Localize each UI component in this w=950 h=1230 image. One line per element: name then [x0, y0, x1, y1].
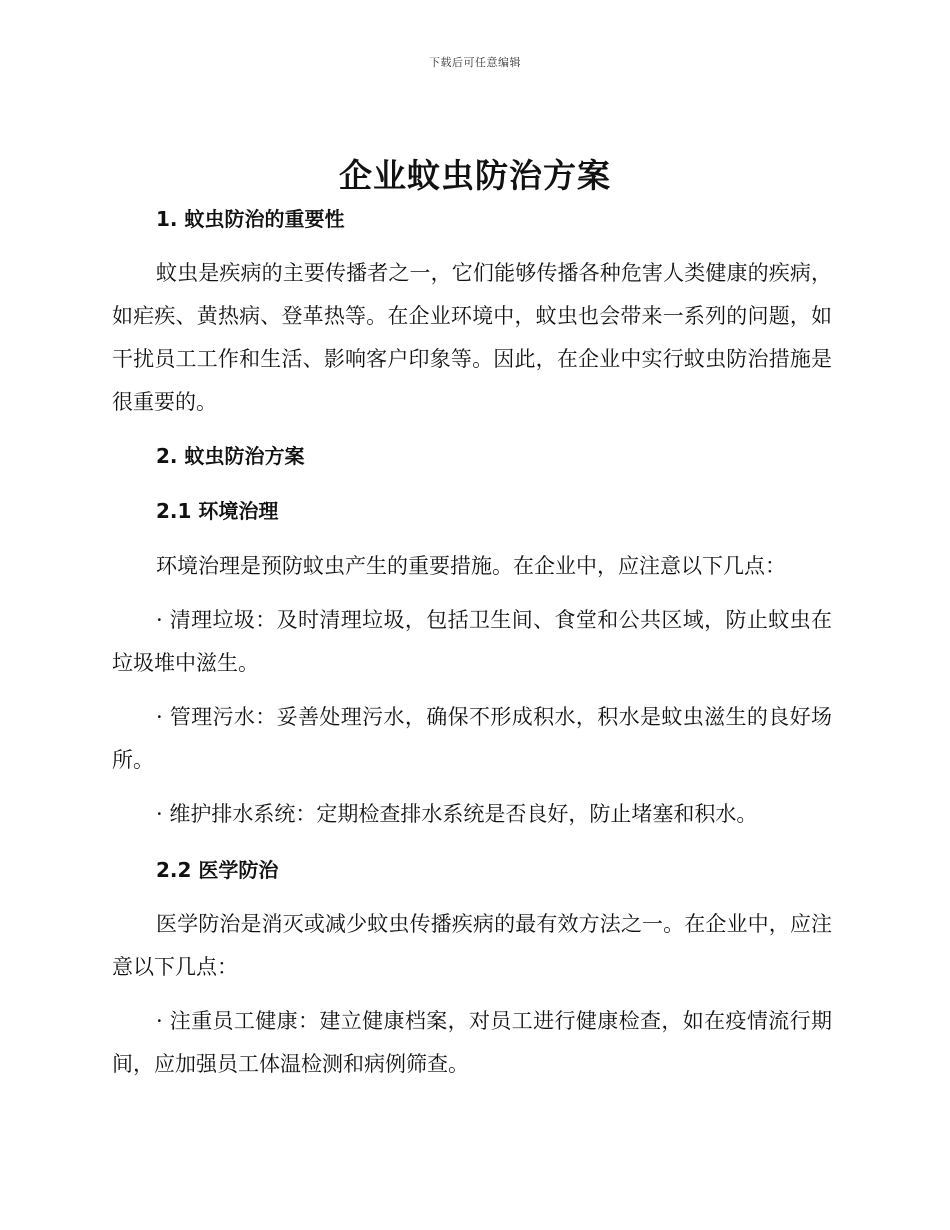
section-2-2-heading: 2.2 医学防治 — [156, 858, 279, 882]
section-2-1-bullet-sewage: · 管理污水：妥善处理污水，确保不形成积水，积水是蚊虫滋生的良好场所。 — [112, 705, 832, 772]
document-title: 企业蚊虫防治方案 — [339, 156, 611, 195]
section-2-heading: 2. 蚊虫防治方案 — [156, 444, 305, 468]
section-2-2-bullet-health: · 注重员工健康：建立健康档案，对员工进行健康检查，如在疫情流行期间，应加强员工体温检测和病例筛查。 — [112, 1009, 832, 1076]
section-2-1-heading: 2.1 环境治理 — [156, 499, 279, 523]
section-1-paragraph: 蚊虫是疾病的主要传播者之一，它们能够传播各种危害人类健康的疾病，如疟疾、黄热病、登革热等。在企业环境中，蚊虫也会带来一系列的问题，如干扰员工工作和生活、影响客户印象等。因此，在企业中实行蚊虫防治措施是很重要的。 — [112, 261, 832, 414]
section-2-1-bullet-drainage: · 维护排水系统：定期检查排水系统是否良好，防止堵塞和积水。 — [156, 802, 758, 826]
section-2-1-intro: 环境治理是预防蚊虫产生的重要措施。在企业中，应注意以下几点： — [156, 554, 786, 578]
page-header-note: 下载后可任意编辑 — [429, 56, 521, 69]
section-1-heading: 1. 蚊虫防治的重要性 — [156, 207, 345, 231]
section-2-1-bullet-garbage: · 清理垃圾：及时清理垃圾，包括卫生间、食堂和公共区域，防止蚊虫在垃圾堆中滋生。 — [112, 608, 832, 675]
section-2-2-intro: 医学防治是消灭或减少蚊虫传播疾病的最有效方法之一。在企业中，应注意以下几点： — [112, 912, 832, 979]
